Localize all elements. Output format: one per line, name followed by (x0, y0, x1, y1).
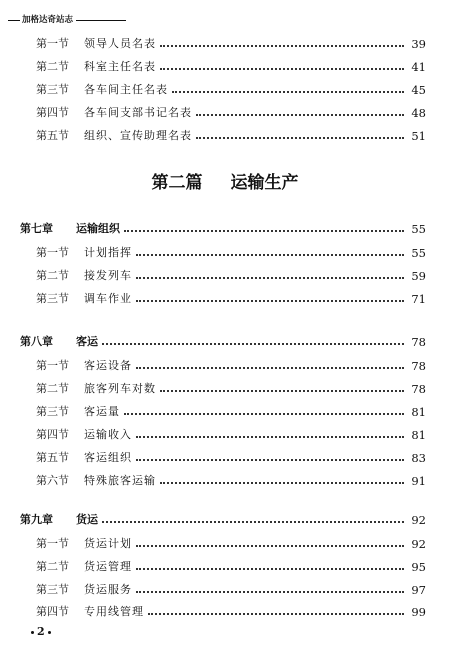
chapter-title: 运输组织 (76, 222, 120, 235)
leader-dots (102, 520, 404, 523)
page-number: 41 (411, 60, 426, 74)
leader-dots (102, 342, 404, 345)
section-title: 运输收入 (84, 428, 132, 441)
section-title: 各车间主任名表 (84, 83, 168, 96)
page-number: 71 (411, 292, 426, 306)
leader-dots (124, 412, 404, 415)
toc-entry[interactable] (36, 79, 426, 97)
toc-entry[interactable] (36, 447, 426, 465)
running-header (0, 12, 130, 28)
section-title: 客运量 (84, 405, 120, 418)
leader-dots (160, 67, 404, 70)
leader-dots (136, 567, 404, 570)
toc-entry[interactable] (36, 125, 426, 143)
section-title: 客运组织 (84, 451, 132, 464)
leader-dots (160, 44, 404, 47)
page-number: 55 (411, 246, 426, 260)
section-number: 第二节 (36, 60, 69, 73)
toc-entry[interactable] (36, 601, 426, 619)
leader-dots (136, 435, 404, 438)
page-number: 91 (411, 474, 426, 488)
toc-entry[interactable] (36, 288, 426, 306)
section-number: 第三节 (36, 405, 69, 418)
section-number: 第三节 (36, 83, 69, 96)
toc-entry[interactable] (36, 355, 426, 373)
section-title: 客运设备 (84, 359, 132, 372)
section-title: 接发列车 (84, 269, 132, 282)
page-number: 51 (411, 129, 426, 143)
section-number: 第三节 (36, 583, 69, 596)
section-title: 各车间支部书记名表 (84, 106, 192, 119)
page-number: 78 (411, 359, 426, 373)
section-title: 特殊旅客运输 (84, 474, 156, 487)
section-number: 第五节 (36, 129, 69, 142)
section-title: 货运管理 (84, 560, 132, 573)
section-number: 第四节 (36, 428, 69, 441)
chapter-title: 客运 (76, 335, 98, 348)
running-title: 加格达奇站志 (22, 15, 74, 25)
section-title: 调车作业 (84, 292, 132, 305)
section-number: 第三节 (36, 292, 69, 305)
section-number: 第二节 (36, 382, 69, 395)
page-number: 48 (411, 106, 426, 120)
section-title: 专用线管理 (84, 605, 144, 618)
section-number: 第二节 (36, 269, 69, 282)
section-title: 旅客列车对数 (84, 382, 156, 395)
toc-entry[interactable] (36, 579, 426, 597)
toc-entry[interactable] (36, 378, 426, 396)
section-title: 科室主任名表 (84, 60, 156, 73)
section-number: 第一节 (36, 37, 69, 50)
chapter-number: 第九章 (20, 513, 53, 526)
toc-entry[interactable] (36, 556, 426, 574)
leader-dots (136, 458, 404, 461)
section-number: 第二节 (36, 560, 69, 573)
page-number: 95 (411, 560, 426, 574)
section-number: 第四节 (36, 605, 69, 618)
page-number: 83 (411, 451, 426, 465)
page-number: 81 (411, 428, 426, 442)
page-number: 97 (411, 583, 426, 597)
toc-entry[interactable] (36, 242, 426, 260)
leader-dots (196, 136, 404, 139)
toc-entry[interactable] (36, 401, 426, 419)
part-heading (0, 168, 450, 193)
page-number: 78 (411, 382, 426, 396)
leader-dots (136, 253, 404, 256)
toc-chapter-entry[interactable] (20, 509, 426, 527)
leader-dots (136, 544, 404, 547)
section-number: 第一节 (36, 246, 69, 259)
chapter-title: 货运 (76, 513, 98, 526)
section-number: 第六节 (36, 474, 69, 487)
page-number: 92 (411, 537, 426, 551)
leader-dots (136, 590, 404, 593)
section-title: 货运服务 (84, 583, 132, 596)
leader-dots (148, 612, 404, 615)
page-number: 78 (411, 335, 426, 349)
toc-entry[interactable] (36, 56, 426, 74)
header-dash (8, 20, 20, 21)
leader-dots (160, 481, 404, 484)
section-number: 第四节 (36, 106, 69, 119)
page-number: 99 (411, 605, 426, 619)
leader-dots (136, 299, 404, 302)
leader-dots (136, 276, 404, 279)
section-title: 组织、宣传助理名表 (84, 129, 192, 142)
toc-entry[interactable] (36, 102, 426, 120)
toc-entry[interactable] (36, 470, 426, 488)
leader-dots (160, 389, 404, 392)
section-title: 领导人员名表 (84, 37, 156, 50)
toc-entry[interactable] (36, 533, 426, 551)
page-number: 45 (411, 83, 426, 97)
part-title: 运输生产 (230, 173, 299, 193)
chapter-number: 第七章 (20, 222, 53, 235)
leader-dots (136, 366, 404, 369)
toc-chapter-entry[interactable] (20, 218, 426, 236)
toc-entry[interactable] (36, 33, 426, 51)
page-number: 92 (411, 513, 426, 527)
page-number: 39 (411, 37, 426, 51)
folio-page-number: 2 (37, 625, 45, 638)
toc-entry[interactable] (36, 265, 426, 283)
section-number: 第五节 (36, 451, 69, 464)
part-number: 第二篇 (151, 173, 203, 193)
leader-dots (124, 229, 404, 232)
folio-dot-right (48, 631, 51, 634)
page-number: 81 (411, 405, 426, 419)
section-title: 货运计划 (84, 537, 132, 550)
toc-entry[interactable] (36, 424, 426, 442)
chapter-number: 第八章 (20, 335, 53, 348)
section-title: 计划指挥 (84, 246, 132, 259)
header-rule (76, 20, 126, 21)
section-number: 第一节 (36, 359, 69, 372)
toc-chapter-entry[interactable] (20, 331, 426, 349)
folio-dot-left (31, 631, 34, 634)
section-number: 第一节 (36, 537, 69, 550)
page-number: 59 (411, 269, 426, 283)
folio (28, 625, 54, 638)
page-number: 55 (411, 222, 426, 236)
leader-dots (196, 113, 404, 116)
leader-dots (172, 90, 404, 93)
